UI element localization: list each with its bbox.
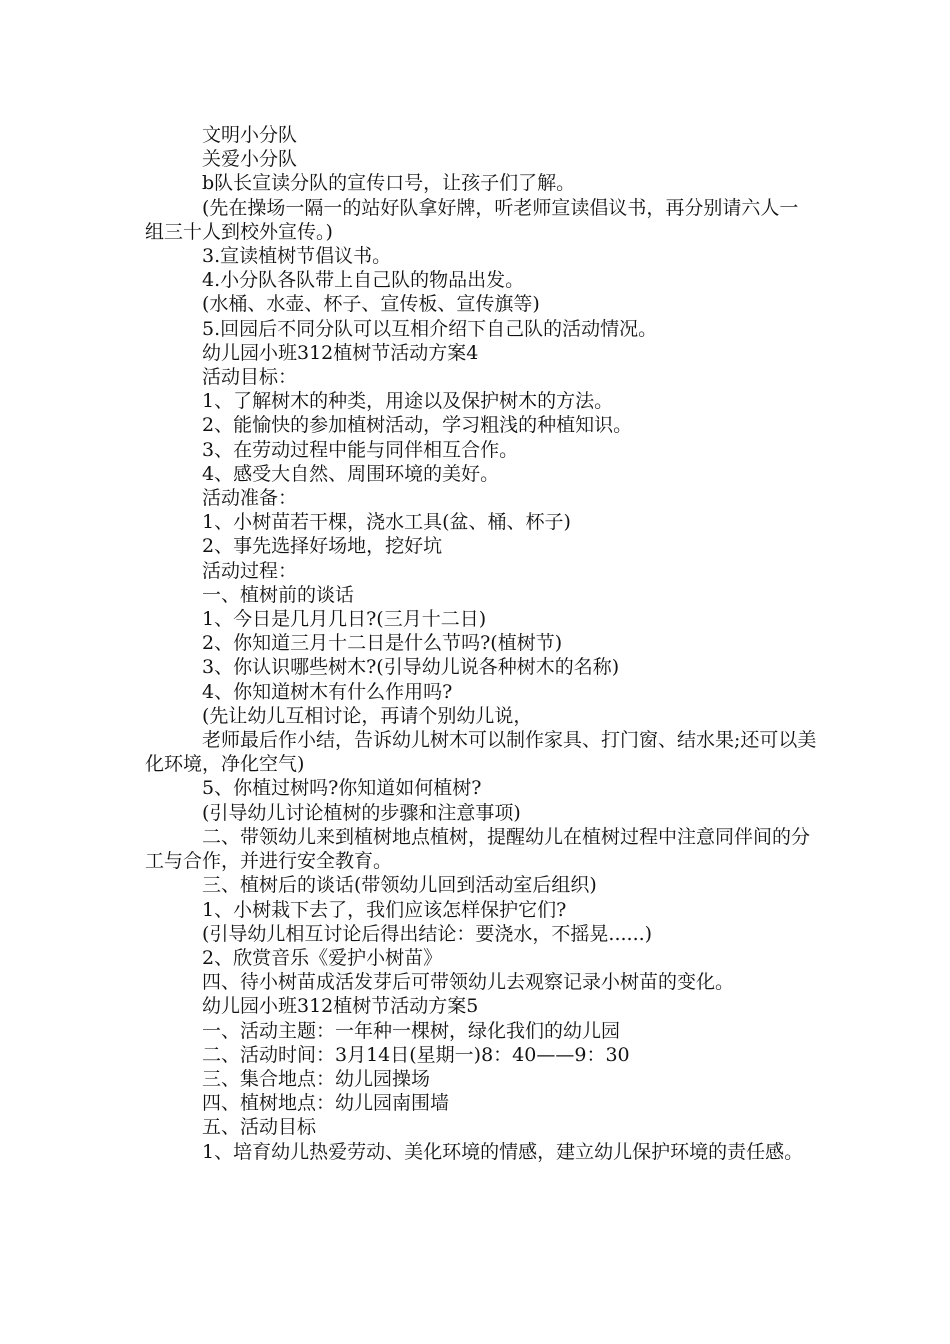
- subheading: 活动过程：: [202, 559, 298, 582]
- list-item: 三、集合地点：幼儿园操场: [202, 1067, 431, 1090]
- text-paragraph: (先在操场一隔一的站好队拿好牌，听老师宣读倡议书，再分别请六人一组三十人到校外宣传。): [145, 196, 799, 243]
- list-item: 四、待小树苗成活发芽后可带领幼儿去观察记录小树苗的变化。: [202, 971, 735, 994]
- text-line: (水桶、水壶、杯子、宣传板、宣传旗等): [202, 293, 540, 316]
- list-item: 1、了解树木的种类，用途以及保护树木的方法。: [202, 390, 614, 413]
- list-item: 4、感受大自然、周围环境的美好。: [202, 462, 500, 485]
- text-line: (引导幼儿相互讨论后得出结论：要浇水，不摇晃......): [202, 922, 653, 945]
- list-item: 三、植树后的谈话(带领幼儿回到活动室后组织): [202, 874, 597, 897]
- text-paragraph: 老师最后作小结，告诉幼儿树木可以制作家具、打门窗、结水果;还可以美化环境，净化空气): [145, 729, 817, 776]
- list-item: 5、你植过树吗?你知道如何植树?: [202, 777, 482, 800]
- list-item: 一、活动主题：一年种一棵树，绿化我们的幼儿园: [202, 1019, 621, 1042]
- text-line: 3.宣读植树节倡议书。: [202, 245, 392, 268]
- list-item: 2、欣赏音乐《爱护小树苗》: [202, 946, 443, 969]
- text-line: 5.回园后不同分队可以互相介绍下自己队的活动情况。: [202, 317, 658, 340]
- list-item: 2、能愉快的参加植树活动，学习粗浅的种植知识。: [202, 414, 633, 437]
- list-item: 3、在劳动过程中能与同伴相互合作。: [202, 438, 519, 461]
- list-item: 一、植树前的谈话: [202, 583, 355, 606]
- text-line: 4.小分队各队带上自己队的物品出发。: [202, 269, 525, 292]
- list-item: 四、植树地点：幼儿园南围墙: [202, 1092, 450, 1115]
- text-line: b队长宣读分队的宣传口号，让孩子们了解。: [202, 172, 576, 195]
- text-paragraph: 1、培育幼儿热爱劳动、美化环境的情感，建立幼儿保护环境的责任感。: [202, 1140, 804, 1163]
- list-item: 1、小树栽下去了，我们应该怎样保护它们?: [202, 898, 567, 921]
- section-title: 幼儿园小班312植树节活动方案5: [202, 995, 479, 1018]
- list-item: 二、活动时间：3月14日(星期一)8：40——9：30: [202, 1043, 630, 1066]
- list-item: 4、你知道树木有什么作用吗?: [202, 680, 453, 703]
- list-item: 五、活动目标: [202, 1116, 317, 1139]
- list-item: 1、今日是几月几日?(三月十二日): [202, 608, 487, 631]
- subheading: 活动准备：: [202, 487, 298, 510]
- subheading: 活动目标：: [202, 366, 298, 389]
- list-item: 2、事先选择好场地，挖好坑: [202, 535, 443, 558]
- list-item: 1、小树苗若干棵，浇水工具(盆、桶、杯子): [202, 511, 571, 534]
- section-title: 幼儿园小班312植树节活动方案4: [202, 341, 479, 364]
- text-line: 文明小分队: [202, 124, 298, 146]
- text-line: (引导幼儿讨论植树的步骤和注意事项): [202, 801, 521, 824]
- text-paragraph: 二、带领幼儿来到植树地点植树，提醒幼儿在植树过程中注意同伴间的分工与合作，并进行安全教育。: [145, 825, 811, 873]
- list-item: 3、你认识哪些树木?(引导幼儿说各种树木的名称): [202, 656, 620, 679]
- document-body: [145, 123, 817, 1164]
- list-item: 2、你知道三月十二日是什么节吗?(植树节): [202, 632, 563, 655]
- text-line: (先让幼儿互相讨论，再请个别幼儿说，: [202, 704, 533, 727]
- text-line: 关爱小分队: [202, 148, 298, 171]
